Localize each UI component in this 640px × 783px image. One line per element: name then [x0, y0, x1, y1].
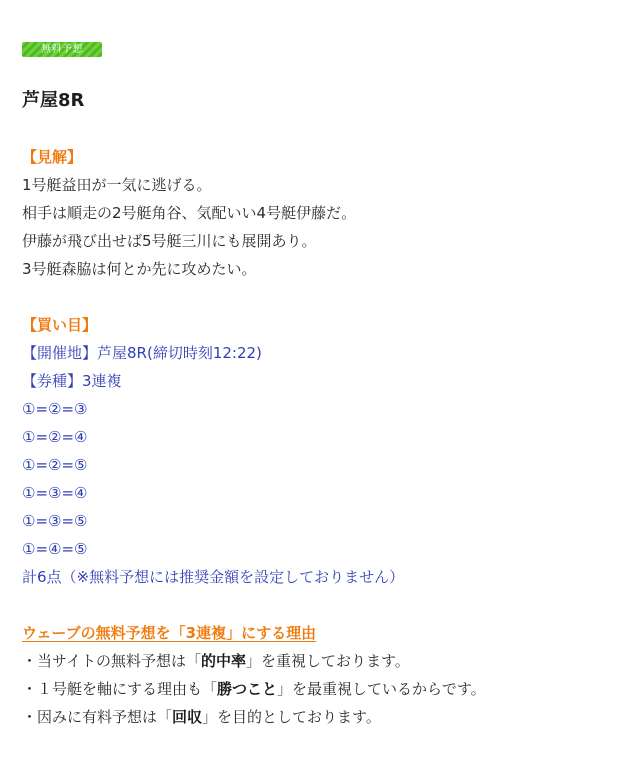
- bets-ticket-type: 【券種】3連複: [22, 372, 122, 390]
- reason-bullet: [22, 707, 381, 727]
- bets-heading: 【買い目】: [22, 316, 98, 334]
- reason-bullet-emphasis: 回収: [172, 708, 203, 726]
- bets-venue: 【開催地】芦屋8R(締切時刻12:22): [22, 344, 262, 362]
- reason-bullet-text: 」を最重視しているからです。: [277, 680, 486, 698]
- reason-bullet-text: ・当サイトの無料予想は「: [22, 652, 201, 670]
- bet-combination: ①=③=④: [22, 484, 88, 502]
- bet-combination: ①=②=③: [22, 400, 88, 418]
- view-line: 1号艇益田が一気に逃げる。: [22, 176, 212, 194]
- view-heading: 【見解】: [22, 148, 83, 166]
- reason-bullet-text: 」を目的としております。: [202, 708, 381, 726]
- reason-bullet-text: ・１号艇を軸にする理由も「: [22, 680, 218, 698]
- bet-combination: ①=②=⑤: [22, 456, 88, 474]
- bet-combination: ①=②=④: [22, 428, 88, 446]
- reason-bullet: [22, 651, 410, 671]
- reason-bullet-text: 」を重視しております。: [245, 652, 410, 670]
- reason-bullet-text: ・因みに有料予想は「: [22, 708, 173, 726]
- view-line: 相手は順走の2号艇角谷、気配いい4号艇伊藤だ。: [22, 204, 357, 222]
- page-title: 芦屋8R: [22, 90, 85, 111]
- bet-combination: ①=③=⑤: [22, 512, 88, 530]
- free-prediction-badge: 無料予想: [22, 42, 102, 57]
- reason-bullet-emphasis: 的中率: [200, 652, 246, 670]
- reason-bullet-emphasis: 勝つこと: [217, 680, 278, 698]
- view-line: 伊藤が飛び出せば5号艇三川にも展開あり。: [22, 232, 317, 250]
- reason-bullet: [22, 679, 486, 699]
- view-line: 3号艇森脇は何とか先に攻めたい。: [22, 260, 257, 278]
- bet-combination: ①=④=⑤: [22, 540, 88, 558]
- reason-link[interactable]: ウェーブの無料予想を「3連複」にする理由: [22, 624, 317, 642]
- bets-total: 計6点（※無料予想には推奨金額を設定しておりません）: [22, 568, 405, 586]
